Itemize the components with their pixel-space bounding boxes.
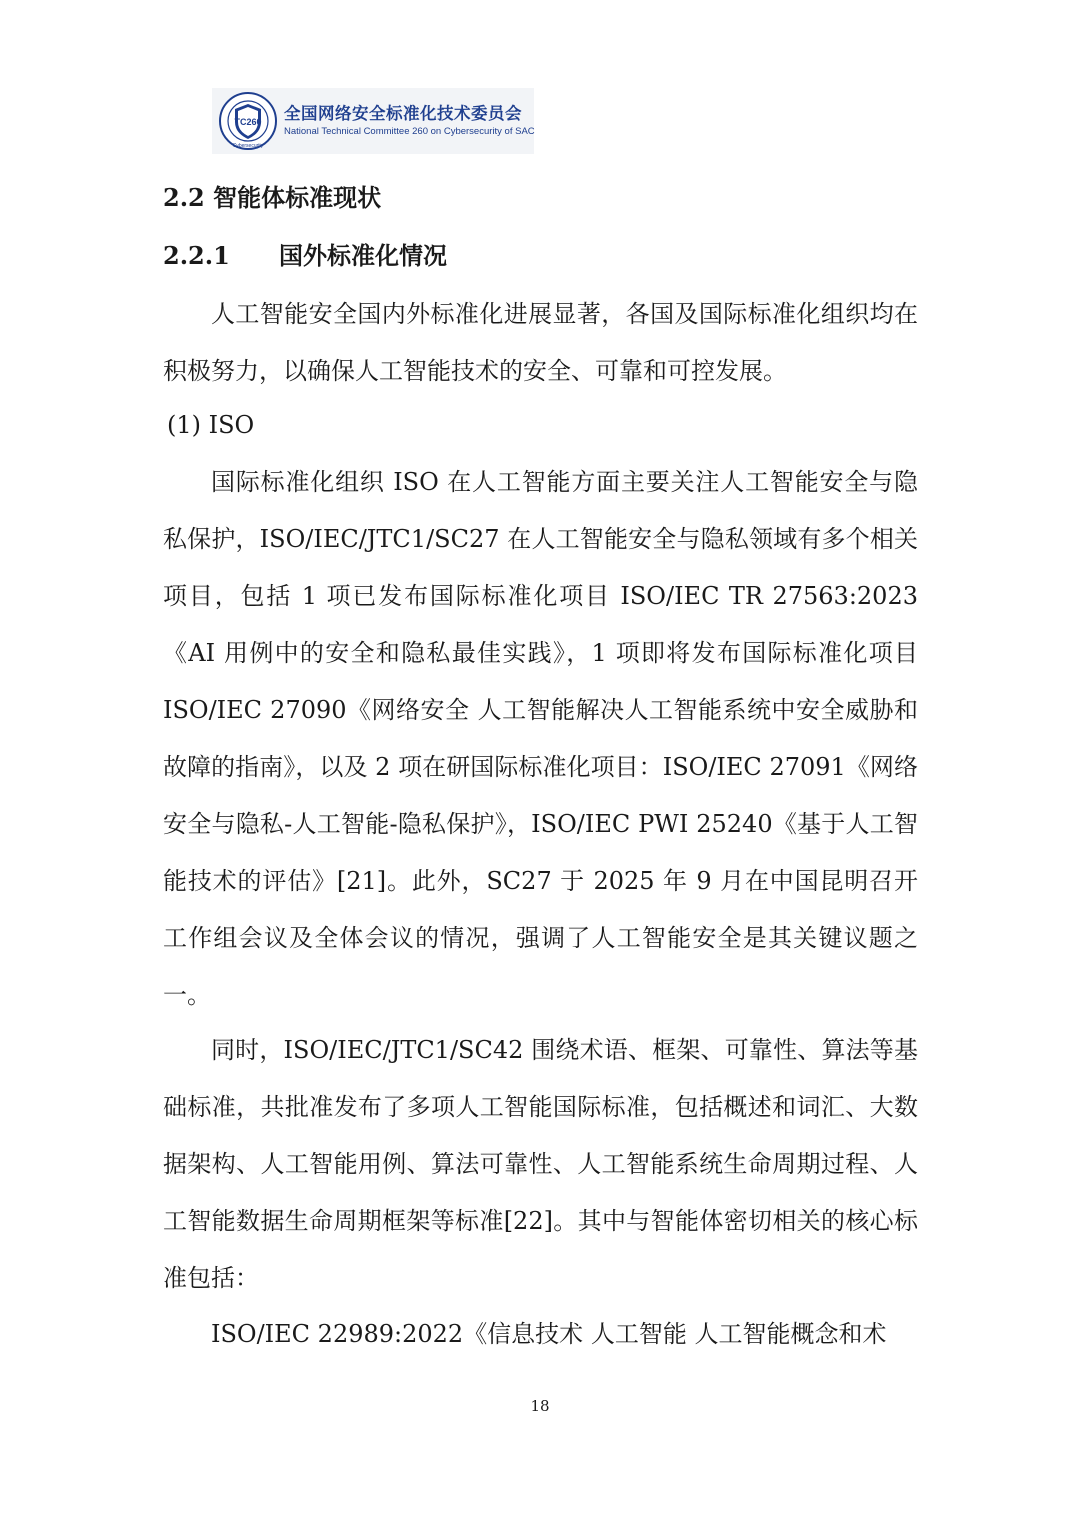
section-heading	[163, 178, 381, 218]
subsection-heading	[163, 236, 447, 276]
logo-text: TC260	[234, 117, 262, 127]
organization-name	[284, 104, 535, 138]
iso-paragraph-1: 国际标准化组织 ISO 在人工智能方面主要关注人工智能安全与隐私保护，ISO/IEC/JTC1/SC27 在人工智能安全与隐私领域有多个相关项目，包括 1 项已发布国际标准化项目 ISO/IEC TR 27563:2023《AI 用例中的安全和隐私最佳实践》，1 项即将发布国际标准化项目 ISO/IEC 27090《网络安全 人工智能解决人工智能系统中安全威胁和故障的指南》，以及 2 项在研国际标准化项目：ISO/IEC 27091《网络安全与隐私-人工智能-隐私保护》，ISO/IEC PWI 25240《基于人工智能技术的评估》[21]。此外，SC27 于 2025 年 9 月在中国昆明召开工作组会议及全体会议的情况，强调了人工智能安全是其关键议题之一。	[163, 468, 918, 1009]
iso-subheading: (1) ISO	[167, 411, 255, 439]
organization-name-en: National Technical Committee 260 on Cybersecurity of SAC	[284, 126, 535, 137]
subsection-number: 2.2.1	[163, 241, 230, 270]
section-number: 2.2	[163, 183, 205, 212]
iso-paragraph-2: 同时，ISO/IEC/JTC1/SC42 围绕术语、框架、可靠性、算法等基础标准，共批准发布了多项人工智能国际标准，包括概述和词汇、大数据架构、人工智能用例、算法可靠性、人工智能系统生命周期过程、人工智能数据生命周期框架等标准[22]。其中与智能体密切相关的核心标准包括：	[163, 1036, 918, 1292]
page-number: 18	[530, 1397, 550, 1415]
logo-ring-text: Cybersecurity	[232, 143, 264, 149]
organization-name-cn: 全国网络安全标准化技术委员会	[284, 104, 522, 123]
document-header	[212, 88, 534, 154]
tc260-logo-icon	[218, 91, 278, 151]
intro-paragraph: 人工智能安全国内外标准化进展显著，各国及国际标准化组织均在积极努力，以确保人工智能技术的安全、可靠和可控发展。	[163, 300, 918, 385]
iso-paragraph-3: ISO/IEC 22989:2022《信息技术 人工智能 人工智能概念和术	[211, 1320, 887, 1348]
subsection-title: 国外标准化情况	[279, 241, 447, 270]
section-title: 智能体标准现状	[213, 183, 382, 212]
